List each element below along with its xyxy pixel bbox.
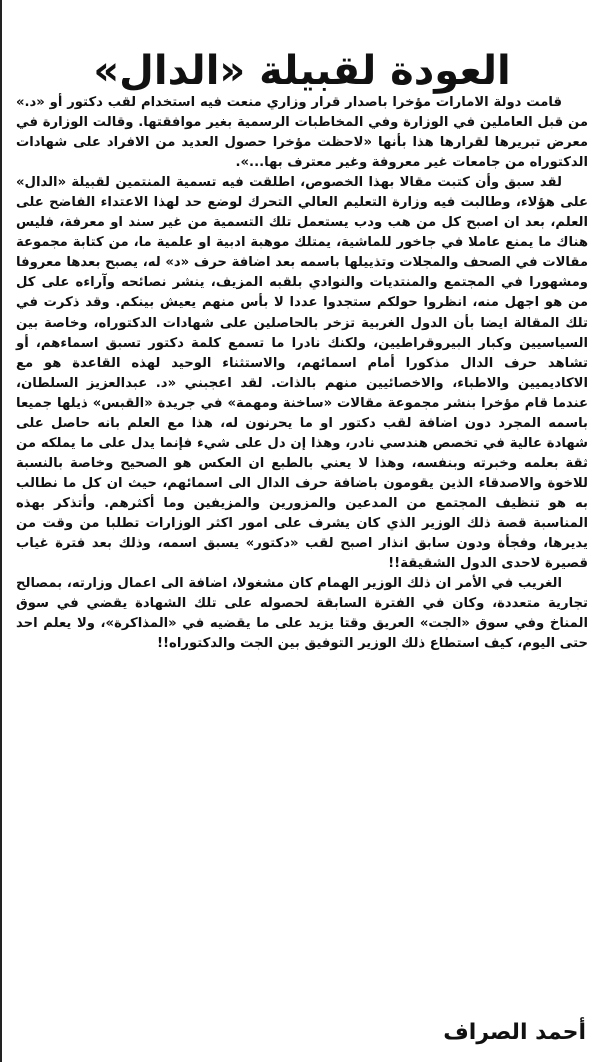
article-paragraph-3: الغريب في الأمر ان ذلك الوزير الهمام كان مشغولا، اضافة الى اعمال وزارته، بمصالح تجارية متعددة، وكان في الفترة السابقة لحصوله على تلك الشهادة يقضي في سوق المناخ وفي سوق «الجت» العريق وقتا يزيد على ما يقضيه في «المذاكرة»، ولا يعلم احد حتى اليوم، كيف استطاع ذلك الوزير التوفيق بين الجت والدكتوراه!! <box>16 576 588 652</box>
article-body <box>16 93 588 654</box>
article-title: العودة لقبيلة «الدال» <box>93 47 511 94</box>
article-paragraph-2: لقد سبق وأن كتبت مقالا بهذا الخصوص، اطلقت فيه تسمية المنتمين لقبيلة «الدال» على هؤلاء، وطالبت فيه وزارة التعليم العالي التحرك لوضع حد لهذا الاعتداء الفاضح على العلم، بعد ان اصبح كل من هب ودب يستعمل تلك التسمية من غير سند او معرفة، فليس هناك ما يمنع عاملا في جاخور للماشية، يمتلك موهبة ادبية او علمية ما، من كتابة مجموعة مقالات في الصحف والمجلات وتذييلها باسمه بعد اضافة حرف «د» له، يصبح بعدها معروفا ومشهورا في المجتمع والمنتديات والنوادي بلقبه المزيف، ينشر نصائحه وآراءه على كل من هو اجهل منه، انظروا حولكم ستجدوا عددا لا بأس منهم يعيش بينكم. وقد ذكرت في تلك المقالة ايضا بأن الدول الغربية تزخر بالحاصلين على شهادات الدكتوراه، وخاصة بين السياسيين وكبار البيروقراطيين، ولكنك نادرا ما تسمع كلمة دكتور تسبق اسماءهم، أو تشاهد حرف الدال مذكورا أمام اسمائهم، والاستثناء الوحيد لهذه القاعدة هو مع الاكاديميين والاطباء، والاخصائيين منهم بالذات. لقد اعجبني «د. عبدالعزيز السلطان، عندما قام مؤخرا بنشر مجموعة مقالات «ساخنة ومهمة» في جريدة «القبس» ذيلها جميعا باسمه المجرد دون اضافة لقب دكتور او ما يحرنون له، هذا مع العلم بانه حاصل على شهادة عالية في تخصص هندسي نادر، وهذا إن دل على شيء فإنما يدل على ما يملكه من ثقة بعلمه وخبرته وبنفسه، وهذا لا يعني بالطبع ان العكس هو الصحيح وخاصة بالنسبة للاخوة والاصدقاء الذين يقومون باضافة حرف الدال الى اسمائهم، حيث ان كل ما نطالب به هو تنظيف المجتمع من المدعين والمزورين والمزيفين وما أكثرهم. وأتذكر بهذه المناسبة قصة ذلك الوزير الذي كان يشرف على امور اكثر الوزارات تطلبا من وقت من يديرها، وفجأة ودون سابق انذار اصبح لقب «دكتور» يسبق اسمه، وذلك بعد فترة غياب قصيرة لاحدى الدول الشقيقة!! <box>16 175 588 572</box>
article-paragraph-1: قامت دولة الامارات مؤخرا باصدار قرار وزاري منعت فيه استخدام لقب دكتور أو «د.» من قبل العاملين في الوزارة وفي المخاطبات الرسمية بغير موافقتها. وقالت الوزارة في معرض تبريرها لقرارها هذا بأنها «لاحظت مؤخرا حصول العديد من الافراد على شهادات الدكتوراه من جامعات غير معروفة وغير معترف بها...». <box>16 95 588 171</box>
author-signature: أحمد الصراف <box>443 1020 586 1045</box>
